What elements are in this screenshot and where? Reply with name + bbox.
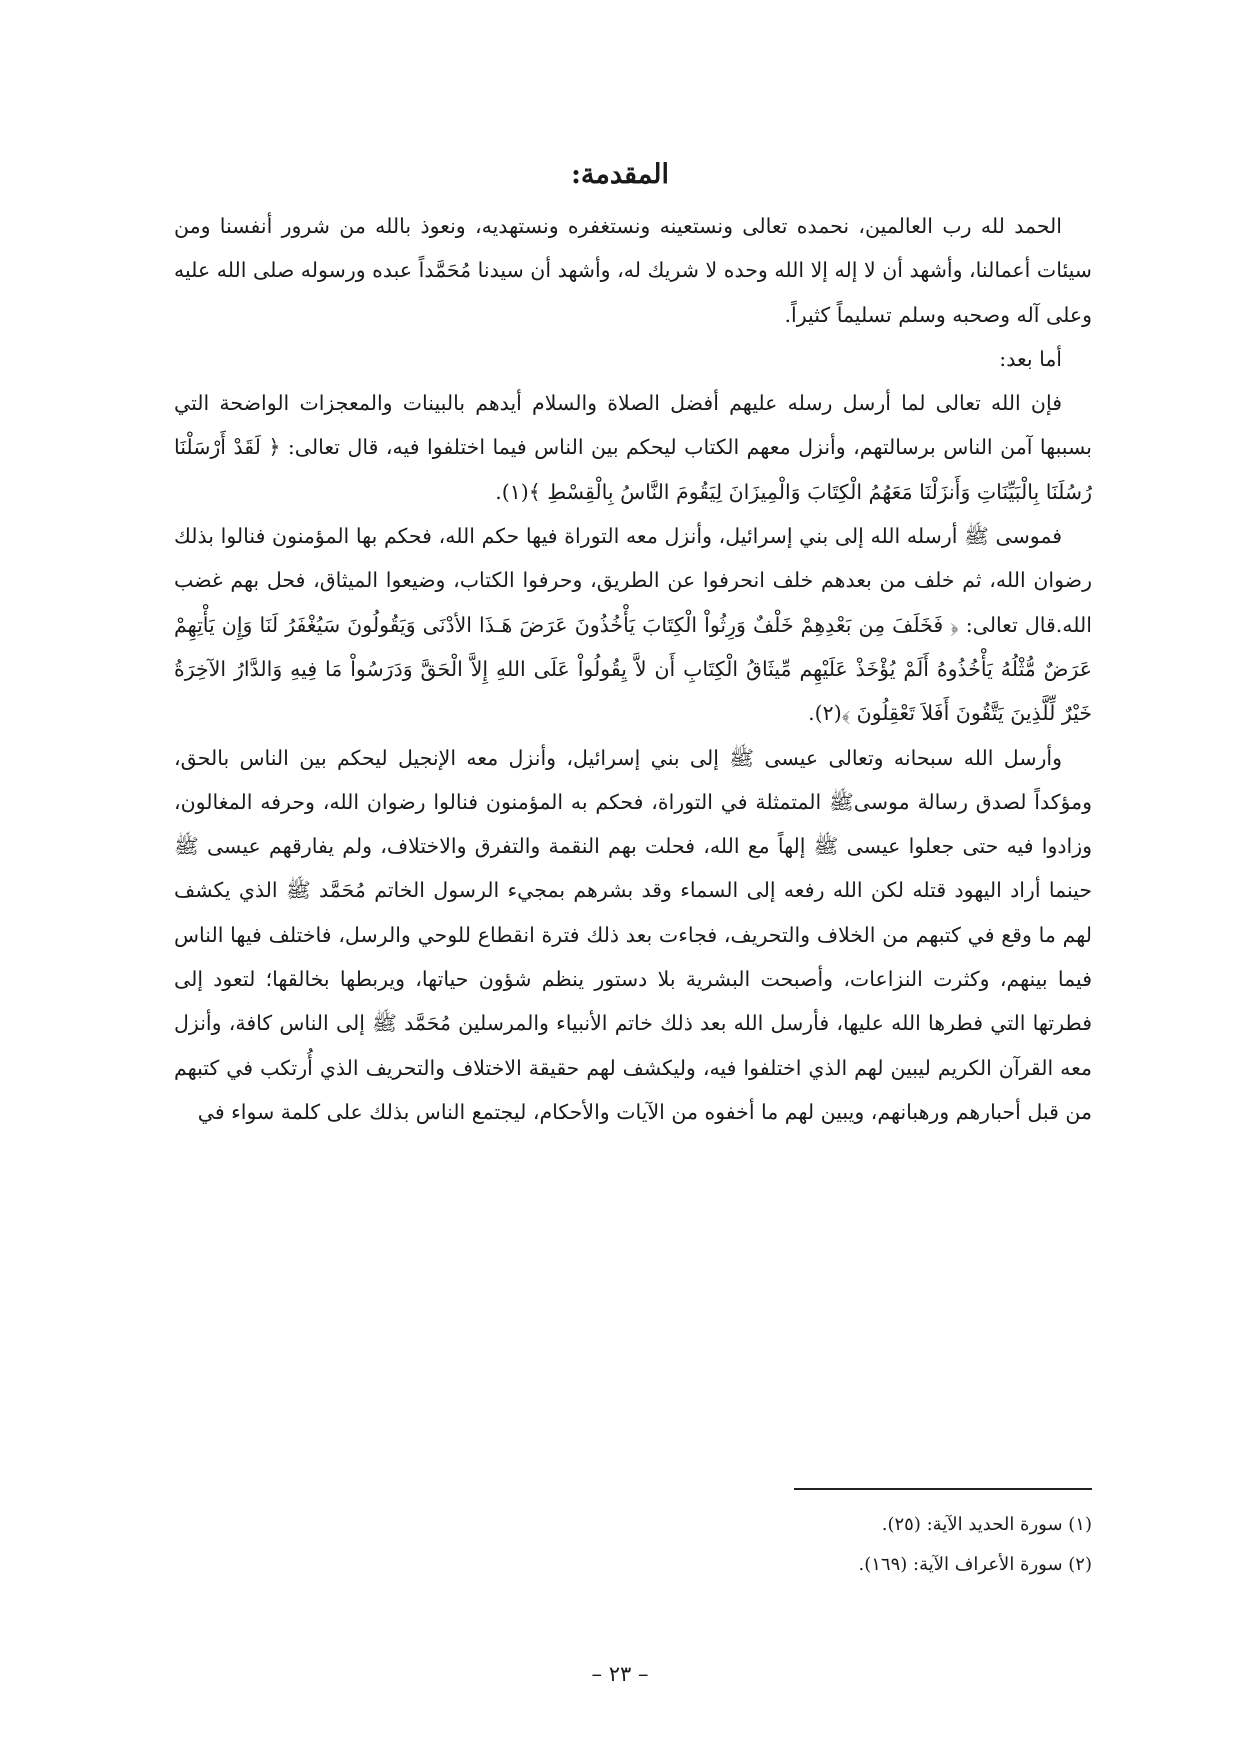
paragraph-musa: فموسى ﷺ أرسله الله إلى بني إسرائيل، وأنزل معه التوراة فيها حكم الله، فحكم بها المؤمنون فنالوا بذلك رضوان الله، ثم خلف من بعدهم خلف انحرفوا عن الطريق، وحرفوا الكتاب، وضيعوا الميثاق، فحل بهم غضب الله.قال تعالى: ﴿ فَخَلَفَ مِن بَعْدِهِمْ خَلْفٌ وَرِثُواْ الْكِتَابَ يَأْخُذُونَ عَرَضَ هَـذَا الأدْنَى وَيَقُولُونَ سَيُغْفَرُ لَنَا وَإِن يَأْتِهِمْ عَرَضٌ مُّثْلُهُ يَأْخُذُوهُ أَلَمْ يُؤْخَذْ عَلَيْهِم مِّيثَاقُ الْكِتَابِ أَن لاَّ يِقُولُواْ عَلَى اللهِ إِلاَّ الْحَقَّ وَدَرَسُواْ مَا فِيهِ وَالدَّارُ الآخِرَةُ خَيْرٌ لِّلَّذِينَ يَتَّقُونَ أَفَلاَ تَعْقِلُونَ ﴾(٢). bbox=[174, 524, 1092, 726]
paragraph-messengers: فإن الله تعالى لما أرسل رسله عليهم أفضل الصلاة والسلام أيدهم بالبينات والمعجزات الواضحة التي بسببها آمن الناس برسالتهم، وأنزل معهم الكتاب ليحكم بين الناس فيما اختلفوا فيه، قال تعالى: ﴿ لَقَدْ أَرْسَلْنَا رُسُلَنَا بِالْبَيِّنَاتِ وَأَنزَلْنَا مَعَهُمُ الْكِتَابَ وَالْمِيزَانَ لِيَقُومَ النَّاسُ بِالْقِسْطِ ﴾(١). bbox=[174, 391, 1092, 504]
footnotes bbox=[174, 1505, 1092, 1585]
footnote-separator bbox=[794, 1488, 1092, 1490]
paragraph-isa: وأرسل الله سبحانه وتعالى عيسى ﷺ إلى بني إسرائيل، وأنزل معه الإنجيل ليحكم بين الناس بالحق، ومؤكداً لصدق رسالة موسىﷺ المتمثلة في التوراة، فحكم به المؤمنون فنالوا رضوان الله، وحرفه المغالون، وزادوا فيه حتى جعلوا عيسى ﷺ إلهاً مع الله، فحلت بهم النقمة والتفرق والاختلاف، ولم يفارقهم عيسى ﷺ حينما أراد اليهود قتله لكن الله رفعه إلى السماء وقد بشرهم بمجيء الرسول الخاتم مُحَمَّد ﷺ الذي يكشف لهم ما وقع في كتبهم من الخلاف والتحريف، فجاءت بعد ذلك فترة انقطاع للوحي والرسل، فاختلف فيها الناس فيما بينهم، وكثرت النزاعات، وأصبحت البشرية بلا دستور ينظم شؤون حياتها، ويربطها بخالقها؛ لتعود إلى فطرتها التي فطرها الله عليها، فأرسل الله بعد ذلك خاتم الأنبياء والمرسلين مُحَمَّد ﷺ إلى الناس كافة، وأنزل معه القرآن الكريم ليبين لهم الذي اختلفوا فيه، وليكشف لهم حقيقة الاختلاف والتحريف الذي أُرتكب في كتبهم من قبل أحبارهم ورهبانهم، ويبين لهم ما أخفوه من الآيات والأحكام، ليجتمع الناس بذلك على كلمة سواء في bbox=[174, 745, 1092, 1124]
footnote-2: (٢) سورة الأعراف الآية: (١٦٩). bbox=[858, 1554, 1092, 1575]
body-text bbox=[174, 204, 1092, 1134]
footnote-1: (١) سورة الحديد الآية: (٢٥). bbox=[881, 1514, 1092, 1535]
section-heading: المقدمة: bbox=[570, 159, 670, 190]
page-number: – ٢٣ – bbox=[591, 1662, 649, 1686]
paragraph-opening-praise: الحمد لله رب العالمين، نحمده تعالى ونستعينه ونستغفره ونستهديه، ونعوذ بالله من شرور أنفسنا ومن سيئات أعمالنا، وأشهد أن لا إله إلا الله وحده لا شريك له، وأشهد أن سيدنا مُحَمَّداً عبده ورسوله صلى الله عليه وعلى آله وصحبه وسلم تسليماً كثيراً. bbox=[174, 214, 1092, 327]
paragraph-amma-baad: أما بعد: bbox=[999, 346, 1062, 371]
